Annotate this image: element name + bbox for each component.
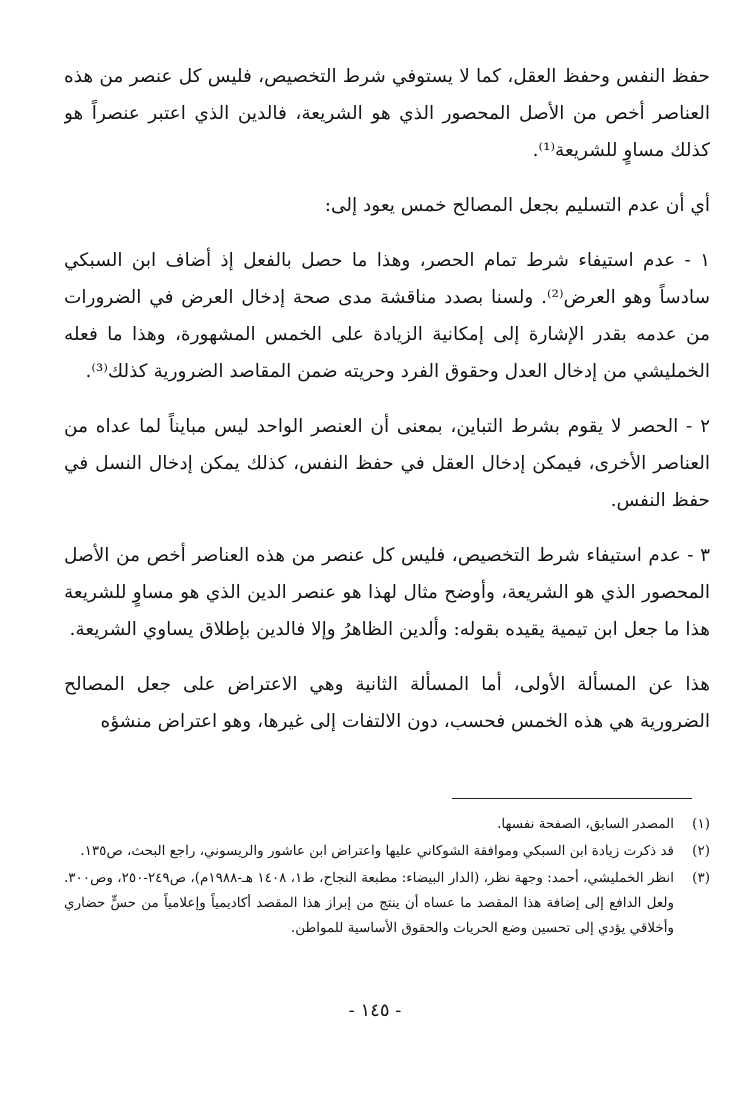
paragraph-3: ١ - عدم استيفاء شرط تمام الحصر، وهذا ما حصل بالفعل إذ أضاف ابن السبكي سادساً وهو العرض⁽²⁾. ولسنا بصدد مناقشة مدى صحة إدخال العرض في الضرورات من عدمه بقدر الإشارة إلى إمكانية الزيادة على الخمس المشهورة، وهذا ما فعله الخمليشي من إدخال العدل وحقوق الفرد وحريته ضمن المقاصد الضرورية كذلك⁽³⁾. (64, 250, 710, 382)
footnote-2 (64, 839, 710, 864)
paragraph-4: ٢ - الحصر لا يقوم بشرط التباين، بمعنى أن العنصر الواحد ليس مبايناً لما عداه من العناصر الأخرى، فيمكن إدخال العقل في حفظ النفس، كذلك يمكن إدخال النسل في حفظ النفس. (64, 416, 710, 511)
footnote-text: انظر الخمليشي، أحمد: وجهة نظر، (الدار البيضاء: مطبعة النجاح، ط١، ١٤٠٨ هـ-١٩٨٨م)، ص٢٤٩-٢٥٠، وص٣٠٠. ولعل الدافع إلى إضافة هذا المقصد ما عساه أن ينتج من إبراز هذا المقصد أكاديمياً وإعلامياً من حسٍّ حضاري وأخلاقي يؤدي إلى تحسين وضع الحريات والحقوق الأساسية للمواطن. (64, 870, 674, 936)
body-text (64, 58, 710, 788)
footnote-text: قد ذكرت زيادة ابن السبكي وموافقة الشوكاني عليها واعتراض ابن عاشور والريسوني، راجع البحث، ص١٣٥. (80, 843, 674, 859)
page-number: - ١٤٥ - (348, 1000, 402, 1021)
page-content (64, 58, 710, 788)
footnote-1 (64, 812, 710, 837)
footnote-3 (64, 866, 710, 941)
paragraph-1: حفظ النفس وحفظ العقل، كما لا يستوفي شرط التخصيص، فليس كل عنصر من هذه العناصر أخص من الأصل المحصور الذي هو الشريعة، فالدين الذي اعتبر عنصراً هو كذلك مساوٍ للشريعة⁽¹⁾. (64, 66, 710, 161)
footnote-text: المصدر السابق، الصفحة نفسها. (497, 816, 674, 832)
footnote-number: (٢) (692, 843, 710, 859)
footnote-separator (452, 798, 692, 799)
footnote-number: (٣) (692, 870, 710, 886)
paragraph-6: هذا عن المسألة الأولى، أما المسألة الثانية وهي الاعتراض على جعل المصالح الضرورية هي هذه الخمس فحسب، دون الالتفات إلى غيرها، وهو اعتراض منشؤه (64, 674, 710, 732)
footnote-number: (١) (692, 816, 710, 832)
paragraph-2: أي أن عدم التسليم بجعل المصالح خمس يعود إلى: (324, 195, 710, 216)
paragraph-5: ٣ - عدم استيفاء شرط التخصيص، فليس كل عنصر من هذه العناصر أخص من الأصل المحصور الذي هو الشريعة، وأوضح مثال لهذا هو عنصر الدين الذي هو مساوٍ للشريعة هذا ما جعل ابن تيمية يقيده بقوله: وألدين الظاهرُ وإلا فالدين بإطلاق يساوي الشريعة. (64, 545, 710, 640)
footnotes (64, 812, 710, 943)
